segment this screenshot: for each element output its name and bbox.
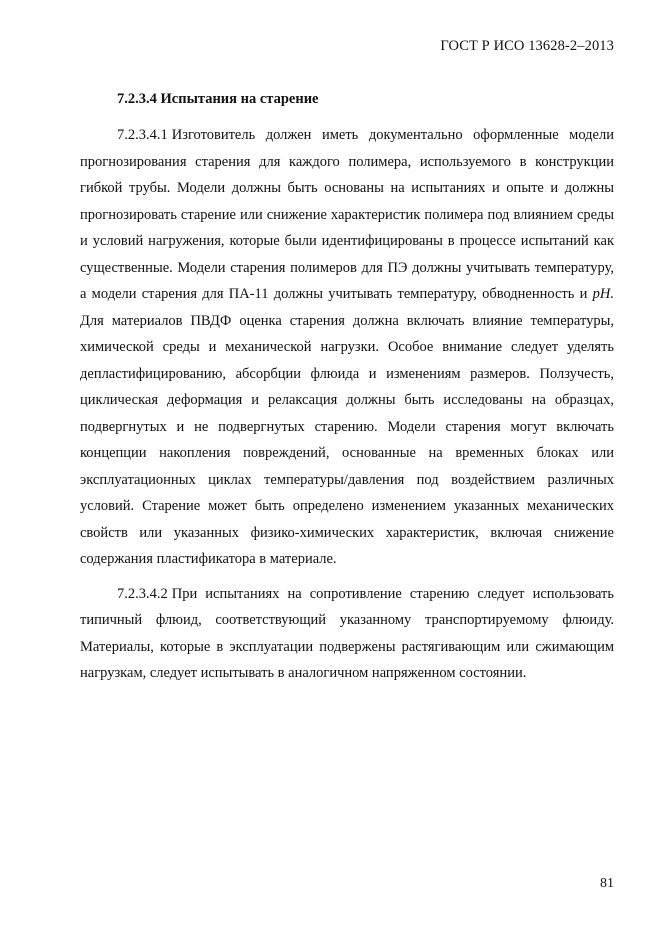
paragraph-text-continued: Для материалов ПВДФ оценка старения должна включать влияние температуры, химической среды и механической нагрузки. Особое внимание следует уделять депластифицированию, абсорбции флюида и изменениям размеров. Ползучесть, циклическая деформация и релаксация должны быть исследованы на образцах, подвергнутых и не подвергнутых старению. Модели старения могут включать концепции накопления повреждений, основанные на временных блоках или эксплуатационных циклах температуры/давления под воздействием различных условий. Старение может быть определено изменением указанных механических свойств или указанных физико-химических характеристик, включая снижение содержания пластификатора в материале. xyxy=(80,312,614,567)
document-header: ГОСТ Р ИСО 13628-2–2013 xyxy=(440,38,614,54)
paragraph-text: При испытаниях на сопротивление старению следует использовать типичный флюид, соответствующий указанному транспортируемому флюиду. Материалы, которые в эксплуатации подвержены растягивающим или сжимающим нагрузкам, следует испытывать в аналогичном напряженном состоянии. xyxy=(80,585,614,681)
page-content xyxy=(80,88,614,695)
page-number: 81 xyxy=(600,876,614,891)
italic-term: pH. xyxy=(592,286,614,302)
paragraph-text: Изготовитель должен иметь документально оформленные модели прогнозирования старения для каждого полимера, используемого в конструкции гибкой трубы. Модели должны быть основаны на испытаниях и опыте и должны прогнозировать старение или снижение характеристик полимера под влиянием среды и условий нагружения, которые были идентифицированы в процессе испытаний как существенные. Модели старения полимеров для ПЭ должны учитывать температуру, а модели старения для ПА-11 должны учитывать температуру, обводненность и xyxy=(80,127,614,302)
section-heading: 7.2.3.4 Испытания на старение xyxy=(117,91,319,107)
clause-number: 7.2.3.4.2 xyxy=(117,585,168,602)
clause-number: 7.2.3.4.1 xyxy=(117,127,168,143)
paragraph-7-2-3-4-2 xyxy=(80,581,614,687)
paragraph-7-2-3-4-1 xyxy=(80,122,614,573)
